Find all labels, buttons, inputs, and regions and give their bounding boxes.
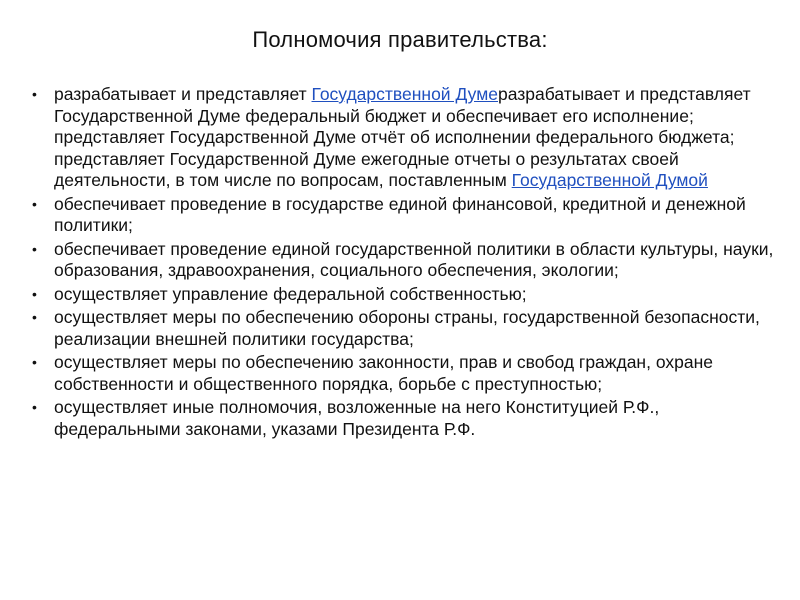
item-text-before: разрабатывает и представляет bbox=[54, 84, 312, 104]
item-text: осуществляет управление федеральной собственностью; bbox=[54, 283, 527, 304]
item-text: осуществляет иные полномочия, возложенные на него Конституцией Р.Ф., федеральными законами, указами Президента Р.Ф. bbox=[54, 397, 660, 439]
powers-list bbox=[32, 84, 784, 442]
item-text-middle: разрабатывает и представляет Государственной Думе федеральный бюджет и обеспечивает его исполнение; представляет Государственной Думе отчёт об исполнении федерального бюджета; представляет Государственной Думе ежегодные отчеты о результатах своей деятельности, в том числе по вопросам, поставленным bbox=[54, 84, 751, 190]
list-item-budget bbox=[32, 84, 784, 192]
list-item-state-policy bbox=[32, 239, 784, 282]
list-item-defense bbox=[32, 307, 784, 350]
state-duma-link-2[interactable]: Государственной Думой bbox=[511, 170, 708, 190]
slide-title: Полномочия правительства: bbox=[252, 27, 548, 52]
list-item-financial-policy bbox=[32, 194, 784, 237]
list-item-other-powers bbox=[32, 397, 784, 440]
bullet-icon: • bbox=[32, 285, 37, 302]
list-item-federal-property bbox=[32, 284, 784, 306]
bullet-icon: • bbox=[32, 86, 37, 102]
item-text: осуществляет меры по обеспечению обороны страны, государственной безопасности, реализации внешней политики государства; bbox=[54, 307, 760, 349]
bullet-icon: • bbox=[32, 354, 37, 370]
item-text: обеспечивает проведение в государстве единой финансовой, кредитной и денежной политики; bbox=[54, 193, 746, 235]
bullet-icon: • bbox=[32, 399, 37, 415]
list-item-legality bbox=[32, 352, 784, 395]
bullet-icon: • bbox=[32, 240, 37, 257]
bullet-icon: • bbox=[32, 195, 37, 212]
bullet-icon: • bbox=[32, 309, 37, 325]
state-duma-link[interactable]: Государственной Думе bbox=[311, 84, 498, 104]
item-text: обеспечивает проведение единой государственной политики в области культуры, науки, образования, здравоохранения, социального обеспечения, экологии; bbox=[54, 238, 774, 280]
item-text: осуществляет меры по обеспечению законности, прав и свобод граждан, охране собственности и общественного порядка, борьбе с преступностью; bbox=[54, 352, 713, 394]
